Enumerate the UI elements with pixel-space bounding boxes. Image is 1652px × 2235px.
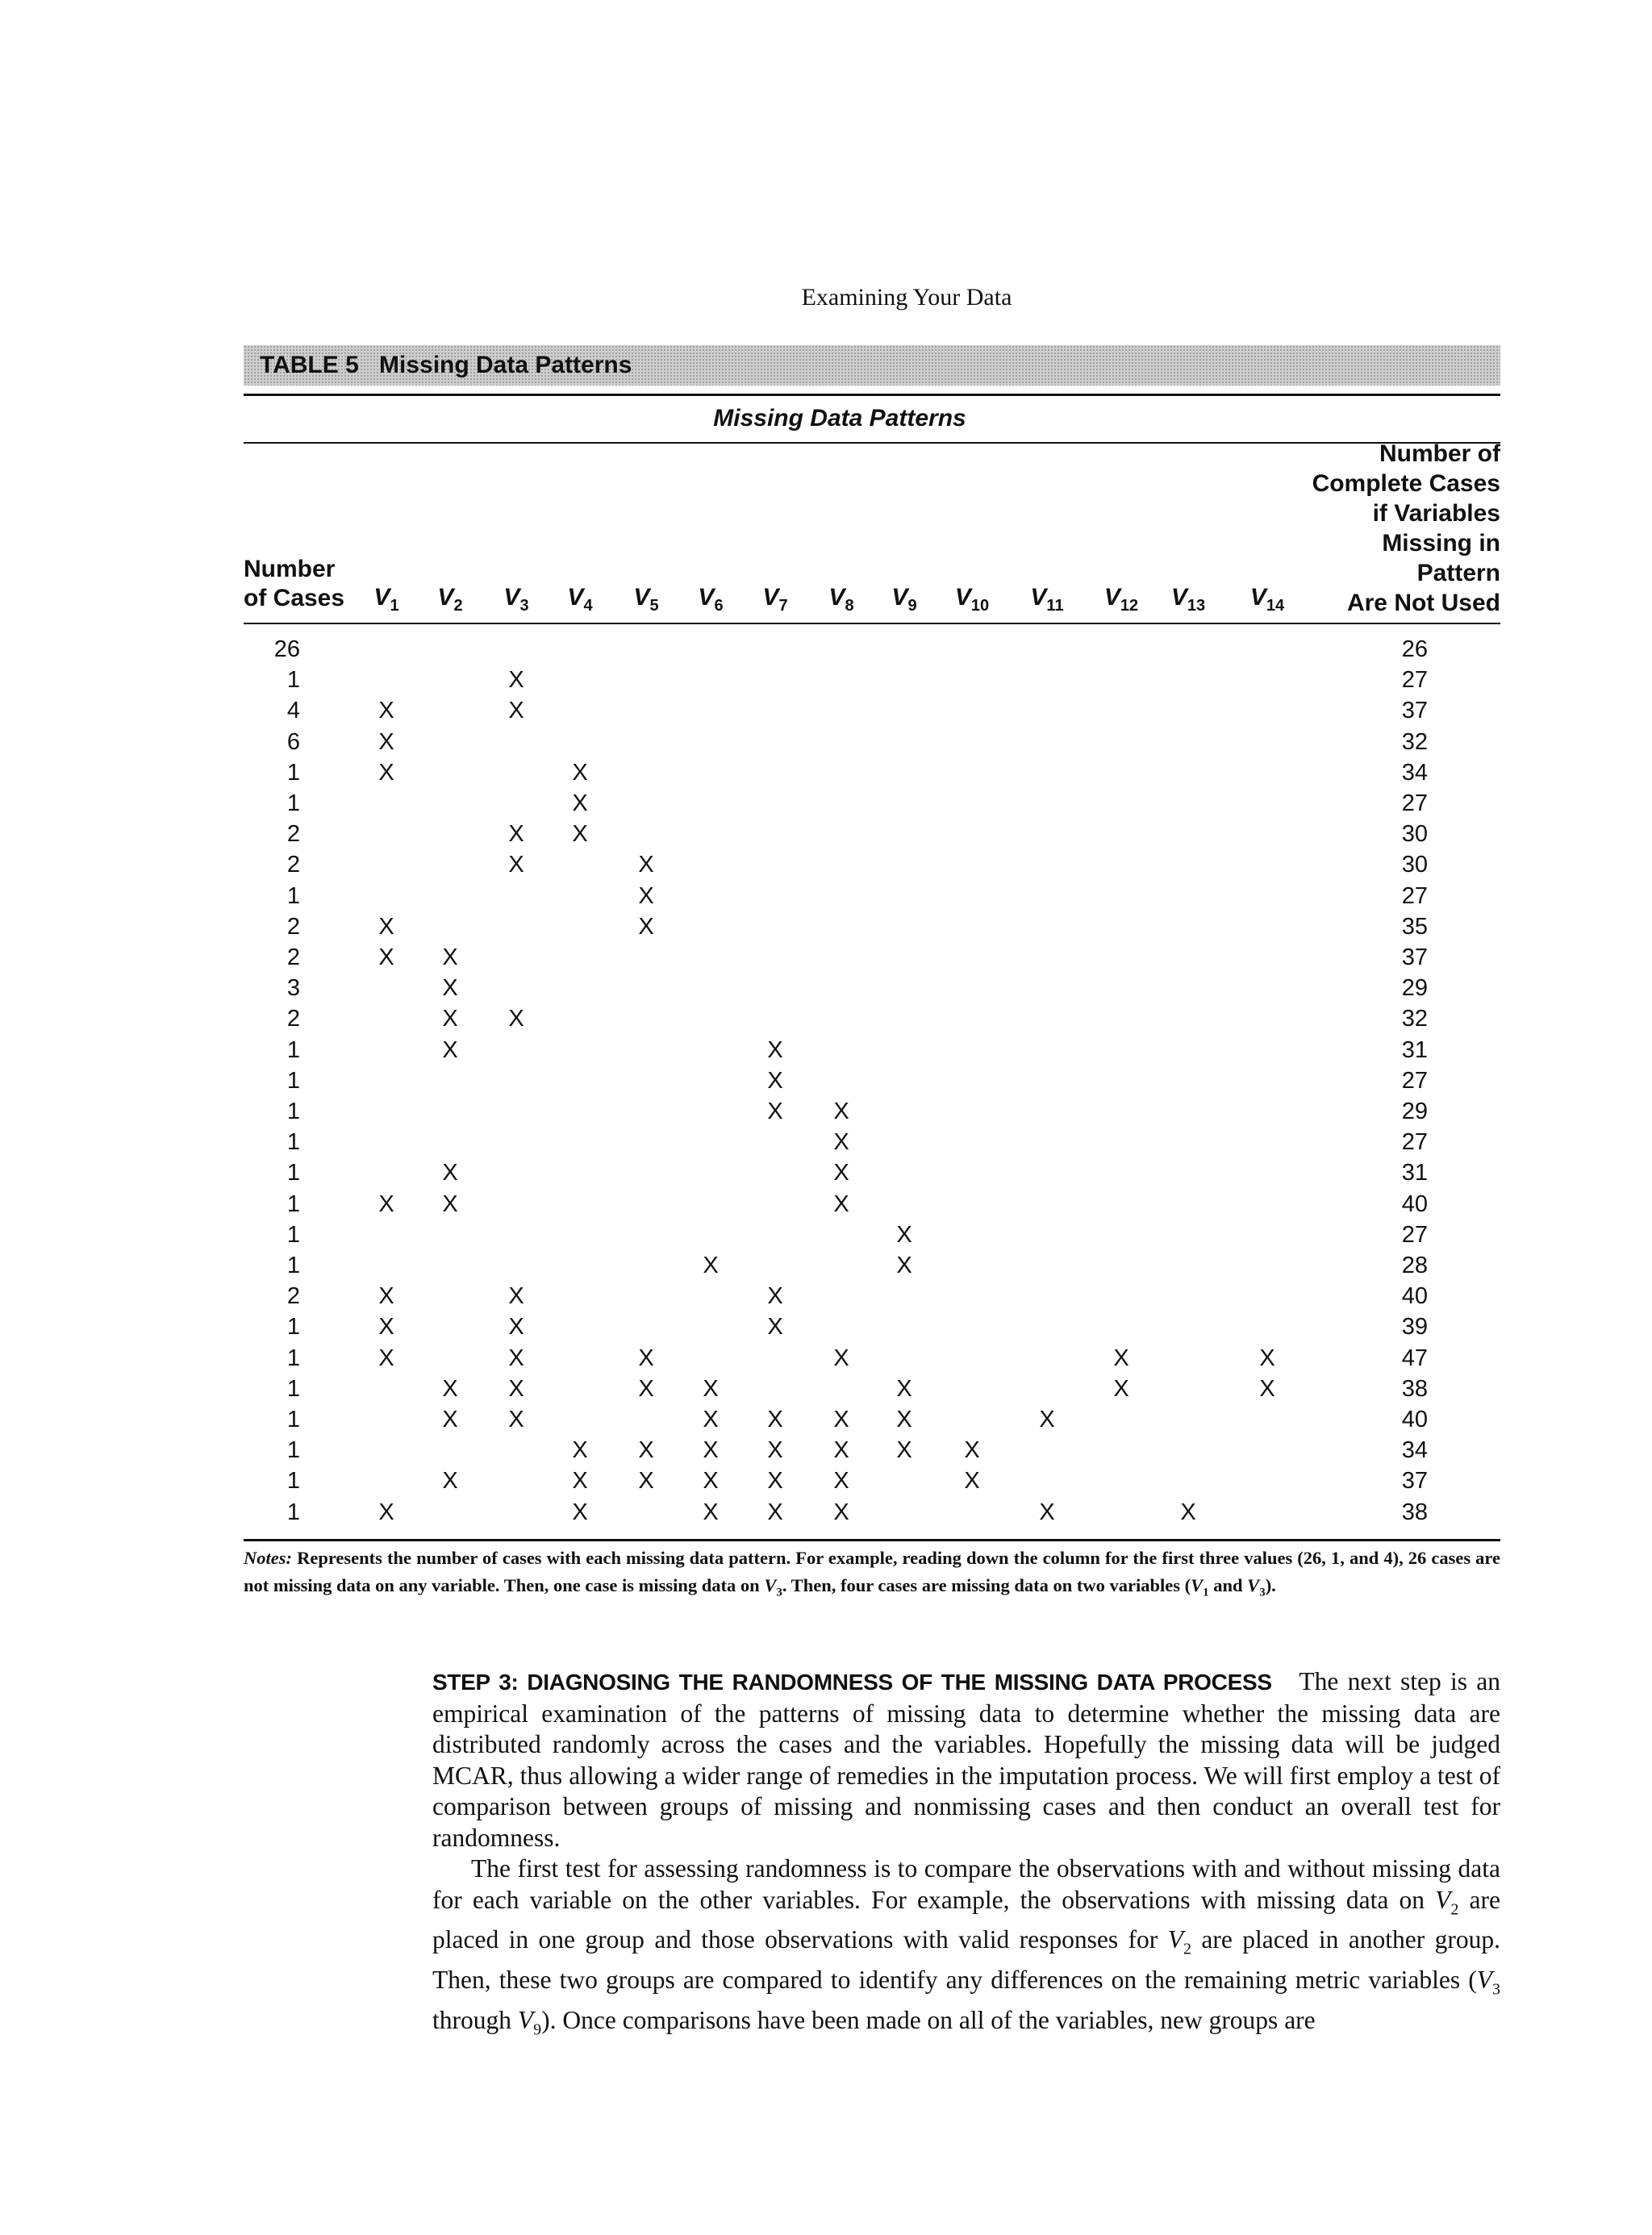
var-header-v11: $V_{11}$ [1030, 584, 1064, 615]
var-sub: 2 [1183, 1940, 1191, 1958]
table-bottom-rule [244, 1539, 1500, 1541]
complete-cases: 27 [1401, 1067, 1428, 1094]
cases-count: 1 [286, 1407, 300, 1432]
cases-count: 1 [286, 882, 300, 909]
cases-count: 2 [286, 1006, 300, 1032]
complete-cases: 47 [1401, 1345, 1428, 1371]
cases-count: 1 [286, 1190, 300, 1217]
notes-var-sub: 3 [776, 1586, 782, 1599]
missing-mark: X [964, 1437, 980, 1464]
missing-mark: X [703, 1407, 719, 1432]
cases-count: 1 [286, 1437, 300, 1464]
missing-mark: X [378, 1499, 394, 1525]
col-header-complete [1283, 439, 1500, 618]
var: V [517, 2005, 534, 2034]
table-notes [244, 1545, 1500, 1607]
missing-mark: X [378, 1314, 394, 1341]
var-sub: 2 [1450, 1899, 1459, 1918]
missing-mark: X [378, 698, 394, 724]
col-header-complete-line: Are Not Used [1346, 590, 1500, 616]
cases-count: 1 [286, 1160, 300, 1186]
complete-cases: 37 [1401, 944, 1428, 970]
var-sub: 3 [1492, 1980, 1500, 1999]
complete-cases: 29 [1401, 975, 1428, 1002]
var-header-v9: $V_9$ [891, 584, 917, 615]
complete-cases: 32 [1401, 1006, 1428, 1032]
missing-mark: X [508, 1375, 524, 1402]
missing-mark: X [508, 1407, 524, 1432]
notes-text: Represents the number of cases with each missing data pattern. For example, reading down the column for the first three values (26, 1, and 4), 26 cases are not missing data on any variable. Then, one case is missing data on [244, 1548, 1500, 1595]
missing-mark: X [508, 667, 524, 694]
missing-mark: X [442, 1190, 458, 1217]
complete-cases: 27 [1401, 1129, 1428, 1156]
missing-mark: X [896, 1437, 912, 1464]
missing-mark: X [508, 1006, 524, 1032]
missing-mark: X [703, 1375, 719, 1402]
table-title: Missing Data Patterns [379, 352, 632, 378]
missing-mark: X [378, 759, 394, 786]
cases-count: 6 [286, 728, 300, 755]
notes-var-sub: 1 [1203, 1586, 1209, 1599]
missing-mark: X [508, 698, 524, 724]
col-header-complete-line: Complete Cases [1312, 470, 1500, 497]
complete-cases: 28 [1401, 1253, 1428, 1278]
missing-mark: X [767, 1314, 783, 1341]
missing-mark: X [896, 1407, 912, 1432]
missing-mark: X [833, 1468, 849, 1495]
missing-mark: X [638, 1437, 654, 1464]
missing-mark: X [1180, 1499, 1196, 1525]
notes-var: V [764, 1575, 777, 1595]
missing-mark: X [896, 1253, 912, 1278]
missing-mark: X [1259, 1345, 1275, 1371]
missing-mark: X [703, 1437, 719, 1464]
missing-mark: X [767, 1407, 783, 1432]
missing-mark: X [442, 1006, 458, 1032]
missing-mark: X [442, 1160, 458, 1186]
complete-cases: 26 [1401, 636, 1428, 662]
missing-mark: X [508, 852, 524, 878]
notes-text: and [1208, 1575, 1248, 1595]
section-heading: STEP 3: DIAGNOSING THE RANDOMNESS OF THE MISSING DATA PROCESS [432, 1670, 1272, 1695]
missing-mark: X [442, 1036, 458, 1063]
paragraph-text: through [432, 2005, 518, 2034]
var-header-v4: $V_4$ [567, 584, 593, 615]
complete-cases: 40 [1401, 1407, 1428, 1432]
missing-mark: X [703, 1499, 719, 1525]
missing-mark: X [378, 728, 394, 755]
cases-count: 1 [286, 1314, 300, 1341]
running-head: Examining Your Data [801, 284, 1012, 311]
notes-var: V [1247, 1575, 1260, 1595]
complete-cases: 27 [1401, 1221, 1428, 1248]
cases-count: 2 [286, 821, 300, 848]
notes-var: V [1191, 1575, 1204, 1595]
var-sub: 9 [533, 2020, 542, 2039]
table-title-banner [244, 345, 1500, 386]
cases-count: 1 [286, 1099, 300, 1124]
cases-count: 2 [286, 1283, 300, 1310]
missing-mark: X [572, 790, 588, 816]
col-header-complete-line: Pattern [1416, 560, 1500, 586]
missing-mark: X [767, 1067, 783, 1094]
cases-count: 4 [286, 698, 300, 724]
paragraph-text: are placed in another group. Then, these two groups are compared to identify any differences on the remaining metric variables ( [432, 1925, 1501, 1995]
col-header-cases-line: of Cases [244, 585, 345, 611]
paragraph-text: ). Once comparisons have been made on all of the variables, new groups are [541, 2005, 1316, 2034]
missing-mark: X [638, 882, 654, 909]
complete-cases: 34 [1401, 1437, 1428, 1464]
missing-mark: X [833, 1160, 849, 1186]
var-header-v6: $V_6$ [698, 584, 724, 615]
missing-mark: X [833, 1499, 849, 1525]
notes-text: . Then, four cases are missing data on two variables ( [782, 1575, 1191, 1595]
cases-count: 1 [286, 1221, 300, 1248]
missing-mark: X [442, 1375, 458, 1402]
missing-mark: X [638, 913, 654, 940]
missing-mark: X [767, 1437, 783, 1464]
complete-cases: 34 [1401, 759, 1428, 786]
complete-cases: 32 [1401, 728, 1428, 755]
var-header-v7: $V_7$ [762, 584, 788, 615]
var-header-v12: $V_{12}$ [1103, 584, 1139, 615]
missing-mark: X [896, 1375, 912, 1402]
missing-mark: X [442, 975, 458, 1002]
missing-mark: X [767, 1099, 783, 1124]
complete-cases: 40 [1401, 1190, 1428, 1217]
col-header-complete-line: if Variables [1372, 500, 1500, 527]
missing-mark: X [767, 1499, 783, 1525]
cases-count: 1 [286, 1375, 300, 1402]
cases-count: 1 [286, 667, 300, 694]
notes-var-sub: 3 [1259, 1586, 1266, 1599]
missing-mark: X [833, 1345, 849, 1371]
missing-mark: X [378, 944, 394, 970]
missing-mark: X [638, 852, 654, 878]
missing-mark: X [378, 1345, 394, 1371]
complete-cases: 37 [1401, 1468, 1428, 1495]
complete-cases: 27 [1401, 882, 1428, 909]
missing-mark: X [572, 1468, 588, 1495]
group-heading: Missing Data Patterns [713, 405, 966, 432]
complete-cases: 35 [1401, 913, 1428, 940]
paragraph [432, 1666, 1500, 1853]
complete-cases: 31 [1401, 1036, 1428, 1063]
col-header-complete-line: Number of [1379, 440, 1500, 467]
col-header-complete-line: Missing in [1382, 530, 1500, 557]
missing-mark: X [703, 1468, 719, 1495]
var: V [1476, 1966, 1492, 1995]
complete-cases: 30 [1401, 852, 1428, 878]
missing-mark: X [442, 1407, 458, 1432]
missing-mark: X [508, 1345, 524, 1371]
cases-count: 2 [286, 852, 300, 878]
complete-cases: 39 [1401, 1314, 1428, 1341]
missing-mark: X [378, 1283, 394, 1310]
var-header-v8: $V_8$ [828, 584, 854, 615]
missing-mark: X [896, 1221, 912, 1248]
complete-cases: 30 [1401, 821, 1428, 848]
missing-mark: X [767, 1468, 783, 1495]
missing-mark: X [1259, 1375, 1275, 1402]
missing-mark: X [378, 913, 394, 940]
cases-count: 2 [286, 944, 300, 970]
missing-mark: X [833, 1437, 849, 1464]
col-header-cases-line: Number [244, 556, 336, 582]
missing-mark: X [1113, 1345, 1129, 1371]
cases-count: 26 [273, 636, 300, 662]
missing-mark: X [508, 1314, 524, 1341]
var-header-v2: $V_2$ [437, 584, 463, 615]
cases-count: 1 [286, 1468, 300, 1495]
var-header-v5: $V_5$ [633, 584, 659, 615]
complete-cases: 40 [1401, 1283, 1428, 1310]
body-text [432, 1666, 1500, 2045]
missing-mark: X [442, 1468, 458, 1495]
var-header-v3: $V_3$ [503, 584, 529, 615]
paragraph [432, 1853, 1500, 2045]
cases-count: 1 [286, 1036, 300, 1063]
cases-count: 1 [286, 1499, 300, 1525]
missing-mark: X [833, 1407, 849, 1432]
complete-cases: 31 [1401, 1160, 1428, 1186]
paragraph-text: The next step is an empirical examination of the patterns of missing data to determine whether the missing data are distributed randomly across the cases and the variables. Hopefully the missing data will be judged MCAR, thus allowing a wider range of remedies in the imputation process. We will first employ a test of comparison between groups of missing and nonmissing cases and then conduct an overall test for randomness. [432, 1667, 1500, 1852]
var-header-v1: $V_1$ [373, 584, 399, 615]
missing-mark: X [767, 1036, 783, 1063]
var: V [1435, 1885, 1451, 1914]
var-header-v14: $V_{14}$ [1249, 584, 1285, 615]
missing-mark: X [638, 1345, 654, 1371]
complete-cases: 37 [1401, 698, 1428, 724]
missing-mark: X [442, 944, 458, 970]
cases-count: 1 [286, 1129, 300, 1156]
missing-mark: X [572, 1437, 588, 1464]
missing-mark: X [1039, 1407, 1055, 1432]
complete-cases: 27 [1401, 790, 1428, 816]
paragraph-text: The first test for assessing randomness is to compare the observations with and without missing data for each variable on the other variables. For example, the observations with missing data on [432, 1854, 1500, 1914]
header-bottom-rule [244, 623, 1500, 624]
missing-mark: X [378, 1190, 394, 1217]
notes-label: Notes: [244, 1548, 292, 1568]
col-header-cases [244, 555, 344, 613]
var-header-v10: $V_{10}$ [954, 584, 990, 615]
table-top-rule [244, 394, 1500, 396]
missing-mark: X [638, 1375, 654, 1402]
missing-mark: X [833, 1190, 849, 1217]
missing-mark: X [572, 1499, 588, 1525]
var-header-v13: $V_{13}$ [1170, 584, 1206, 615]
missing-mark: X [1039, 1499, 1055, 1525]
missing-mark: X [767, 1283, 783, 1310]
cases-count: 1 [286, 1345, 300, 1371]
cases-count: 1 [286, 1253, 300, 1278]
missing-mark: X [572, 821, 588, 848]
missing-mark: X [1113, 1375, 1129, 1402]
missing-mark: X [964, 1468, 980, 1495]
notes-text: ). [1265, 1575, 1276, 1595]
missing-mark: X [833, 1129, 849, 1156]
var: V [1167, 1925, 1183, 1954]
missing-mark: X [572, 759, 588, 786]
table-number: TABLE 5 [260, 352, 359, 378]
paragraph-text: are placed in one group and those observations with valid responses for [432, 1885, 1500, 1954]
missing-mark: X [833, 1099, 849, 1124]
complete-cases: 27 [1401, 667, 1428, 694]
missing-mark: X [508, 821, 524, 848]
missing-mark: X [638, 1468, 654, 1495]
cases-count: 2 [286, 913, 300, 940]
cases-count: 1 [286, 790, 300, 816]
complete-cases: 38 [1401, 1499, 1428, 1525]
cases-count: 3 [286, 975, 300, 1002]
complete-cases: 38 [1401, 1375, 1428, 1402]
cases-count: 1 [286, 1067, 300, 1094]
cases-count: 1 [286, 759, 300, 786]
complete-cases: 29 [1401, 1099, 1428, 1124]
missing-mark: X [508, 1283, 524, 1310]
missing-mark: X [703, 1253, 719, 1278]
